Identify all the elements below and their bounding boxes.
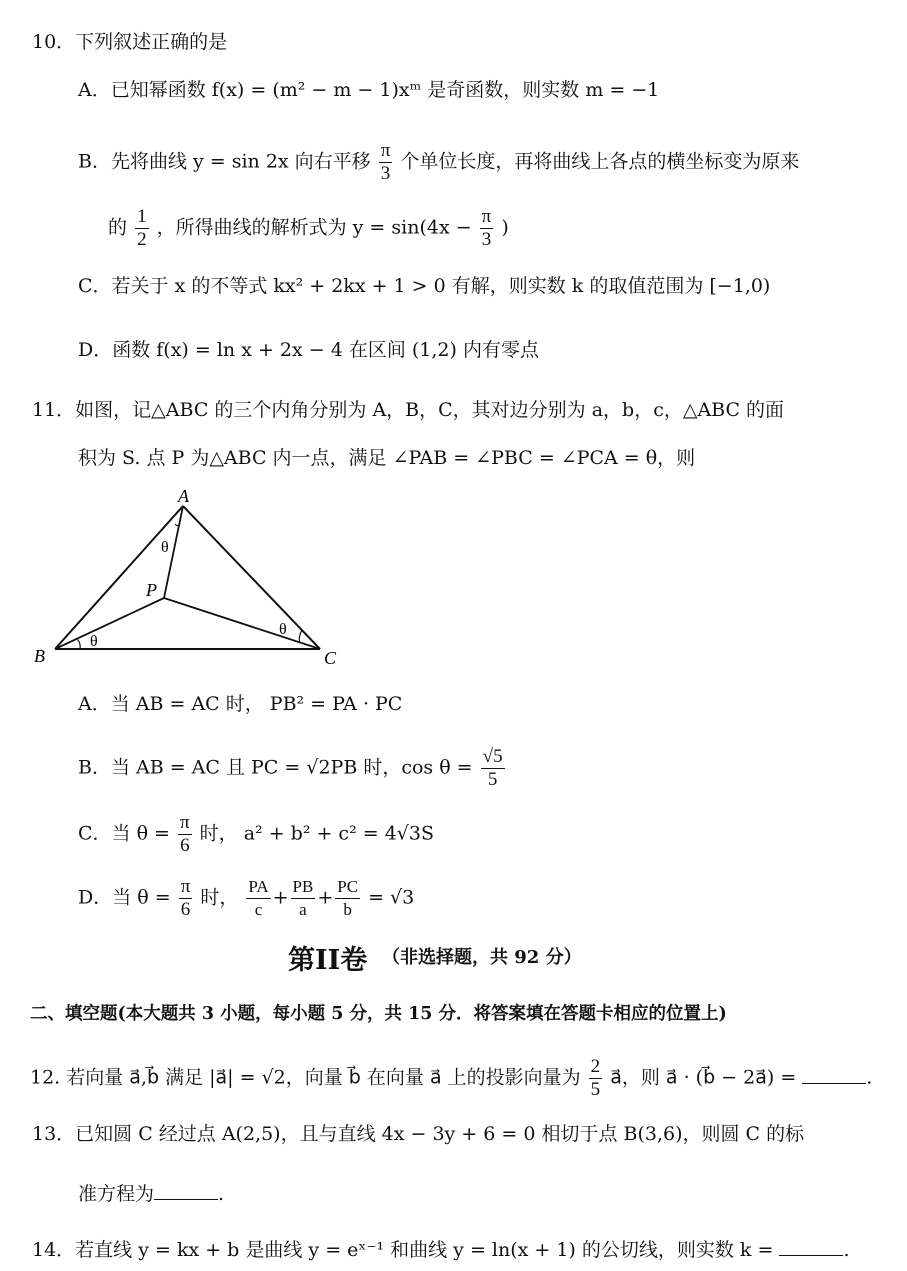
segment-pb [55,598,164,649]
q13-line2-text: 准方程为 [78,1183,155,1205]
q11-b-head: B．当 AB = AC 且 PC = √2PB 时，cos θ = [78,756,473,779]
label-p: P [146,580,157,600]
q11-c-head: C．当 θ = [78,822,170,845]
angle-arc-b [77,639,80,649]
q10-b2-mid: ，所得曲线的解析式为 y = sin(4x − [156,216,472,239]
q10-option-c: C．若关于 x 的不等式 kx² + 2kx + 1 > 0 有解，则实数 k 的取值范围为 [−1,0) [78,275,771,297]
q13-line1: 13．已知圆 C 经过点 A(2,5)，且与直线 4x − 3y + 6 = 0 相切于点 B(3,6)，则圆 C 的标 [32,1123,805,1145]
q11-d-f2: $\frac{PB}{a}$ [292,877,314,919]
q11-d-f3: $\frac{PC}{b}$ [337,877,359,919]
q11-c-tail: 时， a² + b² + c² = 4√3S [199,822,434,845]
q10-stem: 10．下列叙述正确的是 [32,31,228,53]
q14: 14．若直线 y = kx + b 是曲线 y = eˣ⁻¹ 和曲线 y = ln(x + 1) 的公切线，则实数 k = . [32,1239,850,1261]
label-c: C [324,648,337,668]
q10-b2-head: 的 [108,216,128,239]
q10-b1-fraction: $\frac{\pi}{3}$ [380,140,391,184]
theta-b: θ [90,633,98,650]
part2-subtitle: （非选择题，共 92 分） [382,947,582,968]
edge-ba [55,506,183,649]
q13-answer-blank[interactable] [154,1181,218,1200]
label-a: A [178,486,189,506]
q10-b1-tail: 个单位长度，再将曲线上各点的横坐标变为原来 [400,150,800,173]
theta-a: θ [161,539,169,556]
q11-stem-line1: 11．如图，记△ABC 的三个内角分别为 A，B，C，其对边分别为 a，b，c，△ABC 的面 [32,399,785,421]
q11-d-mid: 时， [200,886,239,909]
q10-option-b-line1 [78,140,799,185]
q14-text: 14．若直线 y = kx + b 是曲线 y = eˣ⁻¹ 和曲线 y = ln(x + 1) 的公切线，则实数 k = [32,1239,774,1261]
q11-d-fraction: $\frac{\pi}{6}$ [180,876,191,920]
q11-option-a: A．当 AB = AC 时， PB² = PA · PC [78,693,403,715]
q10-option-b-line2 [108,206,509,251]
q11-b-fraction: $\frac{√5}{5}$ [482,746,503,790]
q12: 12. 若向量 a⃗,b⃗ 满足 |a⃗| = √2，向量 b⃗ 在向量 a⃗ 上的投影向量为 $\frac{2}{5}$ a⃗，则 a⃗ · (b⃗ − 2a⃗) = . [30,1056,873,1100]
q12-answer-blank[interactable] [802,1065,866,1084]
q12-fraction: $\frac{2}{5}$ [590,1056,601,1100]
q11-d-f1: $\frac{PA}{c}$ [248,877,269,919]
triangle-figure [28,484,358,674]
q11-option-b [78,746,507,791]
q11-d-head: D．当 θ = [78,886,171,909]
label-b: B [34,646,45,666]
q10-option-d: D．函数 f(x) = ln x + 2x − 4 在区间 (1,2) 内有零点 [78,339,539,361]
q11-stem-line2: 积为 S. 点 P 为△ABC 内一点，满足 ∠PAB = ∠PBC = ∠PCA = θ，则 [78,447,696,469]
q10-option-a: A．已知幂函数 f(x) = (m² − m − 1)xᵐ 是奇函数，则实数 m = −1 [78,79,660,101]
section-fill-in: 二、填空题(本大题共 3 小题，每小题 5 分，共 15 分．将答案填在答题卡相应的位置上) [30,1004,727,1024]
q10-b1-text: B．先将曲线 y = sin 2x 向右平移 [78,150,371,173]
angle-arc-c [299,630,302,643]
q14-answer-blank[interactable] [779,1237,843,1256]
q12-head: 12. 若向量 a⃗,b⃗ 满足 |a⃗| = √2，向量 b⃗ 在向量 a⃗ 上的投影向量为 [30,1066,581,1089]
q11-d-tail: = √3 [368,886,415,909]
q10-b2-tail: ) [501,216,509,239]
part2-title: 第II卷 [288,945,368,976]
q11-c-fraction: $\frac{\pi}{6}$ [180,812,190,856]
q12-tail: a⃗，则 a⃗ · (b⃗ − 2a⃗) = [610,1066,797,1089]
q10-b2-fraction: $\frac{1}{2}$ [137,206,147,250]
q11-option-d: D．当 θ = $\frac{\pi}{6}$ 时， $\frac{PA}{c}$ + $\frac{PB}{a}$ + $\frac{PC}{b}$ = √3 [78,876,415,920]
q10-b2-fraction2: $\frac{\pi}{3}$ [481,206,492,250]
theta-c: θ [279,621,287,638]
q13-line2: 准方程为 . [78,1183,225,1205]
q11-option-c [78,812,434,857]
